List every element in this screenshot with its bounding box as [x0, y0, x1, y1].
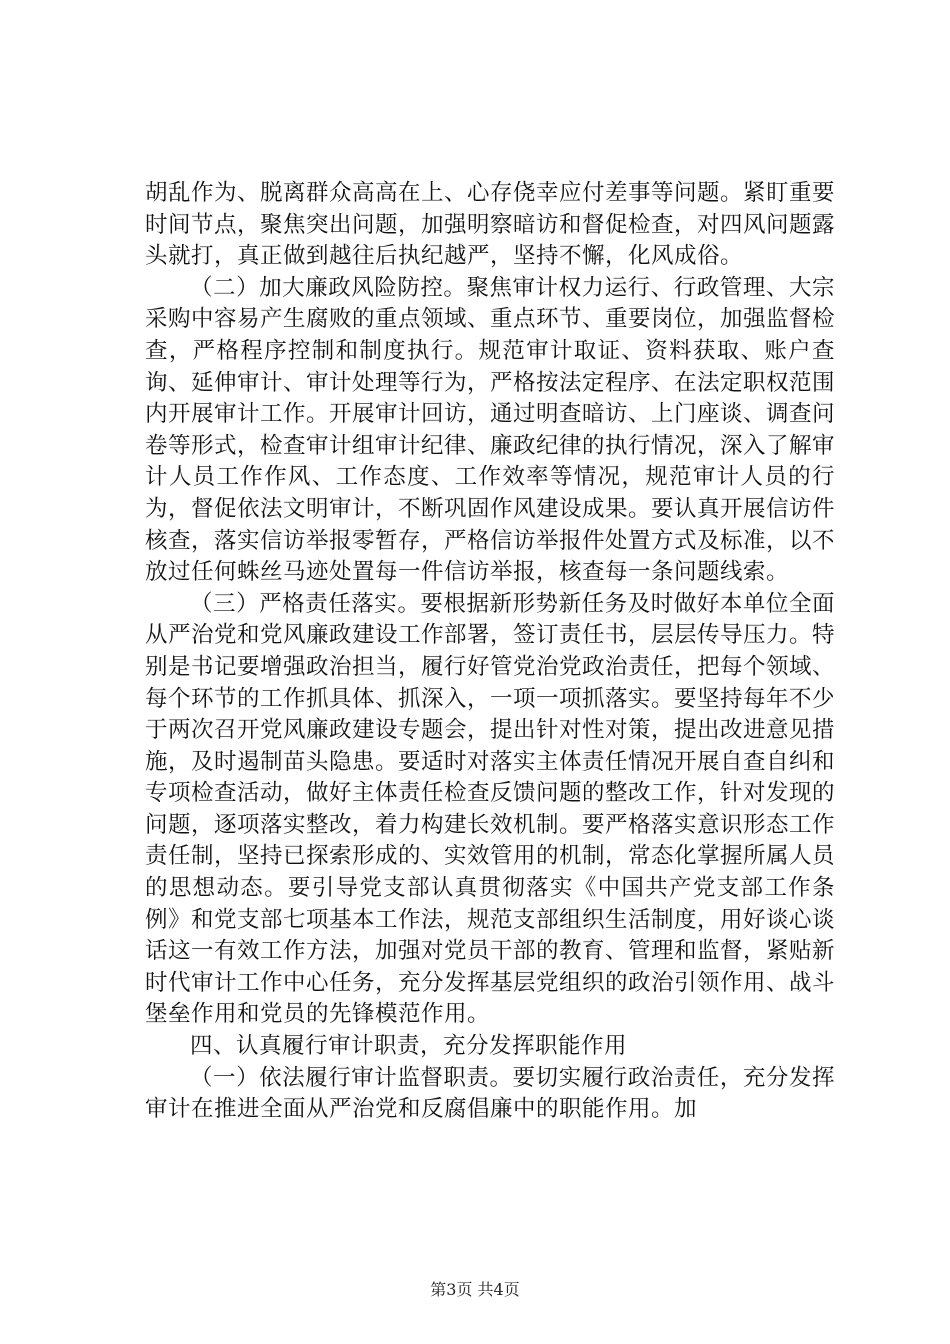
section-heading: 四、认真履行审计职责，充分发挥职能作用 — [190, 1033, 628, 1060]
paragraph-audit-duty: （一）依法履行审计监督职责。要切实履行政治责任，充分发挥审计在推进全面从严治党和反腐倡廉中的职能作用。加 — [145, 1064, 835, 1123]
paragraph-continued: 胡乱作为、脱离群众高高在上、心存侥幸应付差事等问题。紧盯重要时间节点，聚焦突出问题，加强明察暗访和督促检查，对四风问题露头就打，真正做到越往后执纪越严，坚持不懈，化风成俗。 — [145, 180, 836, 270]
page-footer: 第3页 共4页 — [430, 1280, 520, 1299]
paragraph-responsibility: （三）严格责任落实。要根据新形势新任务及时做好本单位全面从严治党和党风廉政建设工作部署，签订责任书，层层传导压力。特别是书记要增强政治担当，履行好管党治党政治责任，把每个领域、每个环节的工作抓具体、抓深入，一项一项抓落实。要坚持每年不少于两次召开党风廉政建设专题会，提出针对性对策，提出改进意见措施，及时遏制苗头隐患。要适时对落实主体责任情况开展自查自纠和专项检查活动，做好主体责任检查反馈问题的整改工作，针对发现的问题，逐项落实整改，着力构建长效机制。要严格落实意识形态工作责任制，坚持已探索形成的、实效管用的机制，常态化掌握所属人员的思想动态。要引导党支部认真贯彻落实《中国共产党支部工作条例》和党支部七项基本工作法，规范支部组织生活制度，用好谈心谈话这一有效工作方法，加强对党员干部的教育、管理和监督，紧贴新时代审计工作中心任务，充分发挥基层党组织的政治引领作用、战斗堡垒作用和党员的先锋模范作用。 — [145, 590, 836, 1028]
paragraph-risk-control: （二）加大廉政风险防控。聚焦审计权力运行、行政管理、大宗采购中容易产生腐败的重点领域、重点环节、重要岗位，加强监督检查，严格程序控制和制度执行。规范审计取证、资料获取、账户查询、延伸审计、审计处理等行为，严格按法定程序、在法定职权范围内开展审计工作。开展审计回访，通过明查暗访、上门座谈、调查问卷等形式，检查审计组审计纪律、廉政纪律的执行情况，深入了解审计人员工作作风、工作态度、工作效率等情况，规范审计人员的行为，督促依法文明审计，不断巩固作风建设成果。要认真开展信访件核查，落实信访举报零暂存，严格信访举报件处置方式及标准，以不放过任何蛛丝马迹处置每一件信访举报，核查每一条问题线索。 — [145, 274, 836, 586]
document-body — [145, 178, 835, 1126]
